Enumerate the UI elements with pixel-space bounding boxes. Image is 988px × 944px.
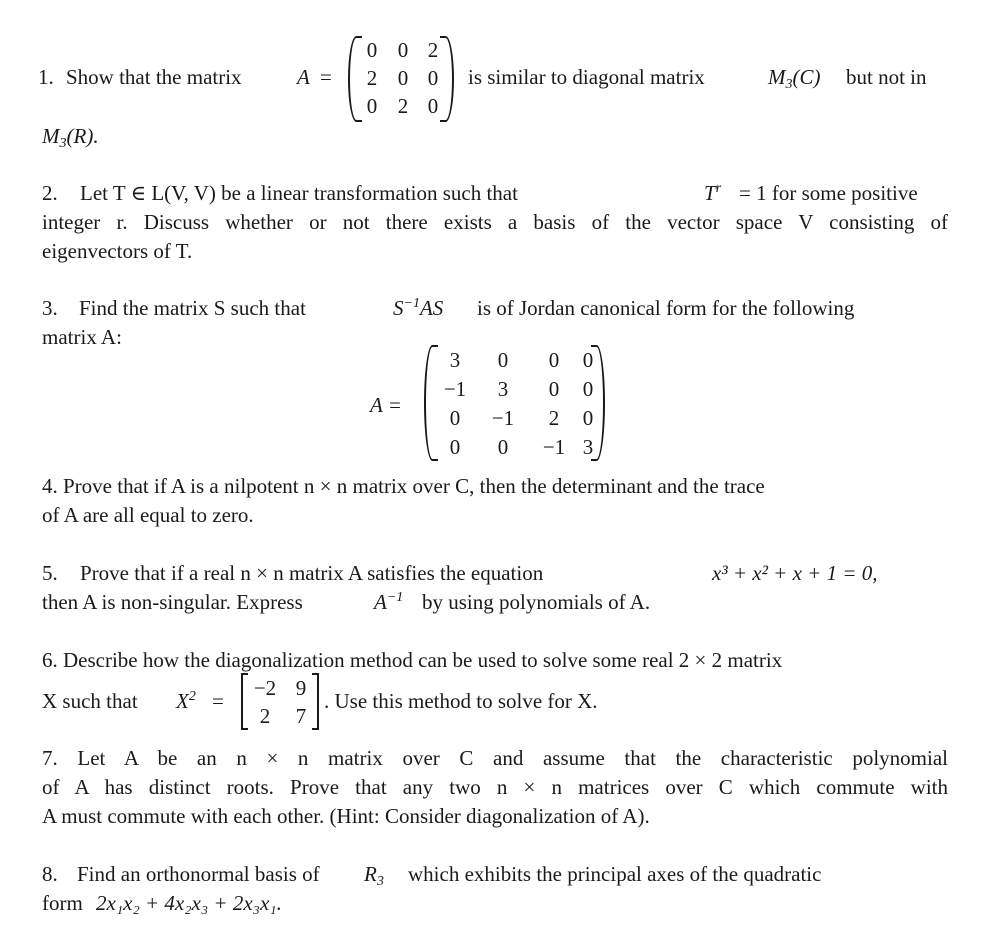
matrix-6-cell: −2: [253, 676, 277, 700]
matrix-3-cell: 0: [582, 377, 594, 401]
problem-3-math: $S^{-1}AS$: [393, 296, 444, 320]
problem-7-line2: of A has distinct roots. Prove that any two n × n matrices over C which commute with: [42, 775, 948, 799]
problem-4-line1: 4. Prove that if A is a nilpotent n × n matrix over C, then the determinant and the trace: [42, 474, 765, 498]
problem-2-line3: eigenvectors of T.: [42, 239, 193, 263]
problem-8-number: 8.: [42, 862, 58, 886]
matrix-3-label: A =: [370, 393, 402, 417]
matrix-3-cell: 0: [548, 348, 560, 372]
problem-3-text-a: Find the matrix S such that: [79, 296, 306, 320]
problem-3-line2: matrix A:: [42, 325, 122, 349]
matrix-3-left-paren: [424, 345, 438, 461]
matrix-3-cell: 0: [548, 377, 560, 401]
matrix-1-cell: 0: [397, 38, 409, 62]
problem-5-equation: x³ + x² + x + 1 = 0,: [712, 561, 878, 585]
problem-1-line2: $M_3(R)$.: [42, 124, 99, 151]
problem-6-text-a: X such that: [42, 689, 138, 713]
problem-5-text-c: by using polynomials of A.: [422, 590, 651, 614]
problem-5-math: $A^{-1}$: [374, 590, 404, 614]
matrix-3-cell: −1: [542, 435, 566, 459]
problem-5-text-a: Prove that if a real n × n matrix A satisfies the equation: [80, 561, 544, 585]
problem-8-text-a: Find an orthonormal basis of: [77, 862, 320, 886]
problem-6-line1: 6. Describe how the diagonalization method can be used to solve some real 2 × 2 matrix: [42, 648, 783, 672]
matrix-1-cell: 0: [366, 38, 378, 62]
problem-8-text-c: form: [42, 891, 83, 915]
matrix-6-cell: 2: [259, 704, 271, 728]
matrix-1-cell: 2: [427, 38, 439, 62]
matrix-1-cell: 2: [397, 94, 409, 118]
matrix-6-right-bracket: [312, 673, 319, 730]
problem-2-math: $T^r$: [704, 181, 722, 205]
matrix-3-cell: 3: [582, 435, 594, 459]
matrix-1-cell: 0: [366, 94, 378, 118]
problem-2-text-a: Let T ∈ L(V, V) be a linear transformation such that: [80, 181, 518, 205]
problem-2-text-b: = 1 for some positive: [739, 181, 918, 205]
problem-2-number: 2.: [42, 181, 58, 205]
matrix-3-cell: 2: [548, 406, 560, 430]
matrix-6-left-bracket: [241, 673, 248, 730]
matrix-6-cell: 9: [295, 676, 307, 700]
problem-8-text-b: which exhibits the principal axes of the quadratic: [408, 862, 822, 886]
matrix-3-cell: 3: [449, 348, 461, 372]
problem-8-math: $R_3$: [364, 862, 384, 889]
problem-3-text-b: is of Jordan canonical form for the following: [477, 296, 855, 320]
matrix-3-cell: −1: [443, 377, 467, 401]
problem-5-text-b: then A is non-singular. Express: [42, 590, 303, 614]
problem-6-eq: =: [212, 689, 224, 713]
matrix-3-cell: −1: [491, 406, 515, 430]
problem-6-math: $X^2$: [176, 689, 196, 713]
problem-7-line3: A must commute with each other. (Hint: Consider diagonalization of A).: [42, 804, 650, 828]
problem-1-eq: =: [320, 65, 332, 89]
matrix-3-cell: 3: [497, 377, 509, 401]
problem-2-line2: integer r. Discuss whether or not there exists a basis of the vector space V consisting of: [42, 210, 948, 234]
matrix-1-cell: 2: [366, 66, 378, 90]
problem-3-number: 3.: [42, 296, 58, 320]
problem-4-line2: of A are all equal to zero.: [42, 503, 254, 527]
problem-1-text-b: is similar to diagonal matrix: [468, 65, 705, 89]
matrix-1-left-paren: [348, 36, 362, 122]
matrix-1-cell: 0: [427, 94, 439, 118]
problem-5-number: 5.: [42, 561, 58, 585]
problem-8-form: 2x₁x₂ + 4x₂x₃ + 2x₃x₁.: [96, 891, 282, 915]
problem-7-line1: 7. Let A be an n × n matrix over C and assume that the characteristic polynomial: [42, 746, 948, 770]
matrix-6-cell: 7: [295, 704, 307, 728]
problem-1-diag: $M_3(C)$: [768, 65, 821, 92]
problem-1-number: 1.: [38, 65, 54, 89]
matrix-3-cell: 0: [582, 348, 594, 372]
matrix-3-cell: 0: [582, 406, 594, 430]
matrix-3-cell: 0: [497, 435, 509, 459]
problem-1-var: A: [297, 65, 310, 89]
problem-1-text-a: Show that the matrix: [66, 65, 242, 89]
matrix-3-cell: 0: [497, 348, 509, 372]
matrix-3-cell: 0: [449, 435, 461, 459]
problem-1-text-c: but not in: [846, 65, 927, 89]
matrix-1-cell: 0: [397, 66, 409, 90]
matrix-3-cell: 0: [449, 406, 461, 430]
problem-6-text-b: . Use this method to solve for X.: [324, 689, 598, 713]
matrix-1-cell: 0: [427, 66, 439, 90]
